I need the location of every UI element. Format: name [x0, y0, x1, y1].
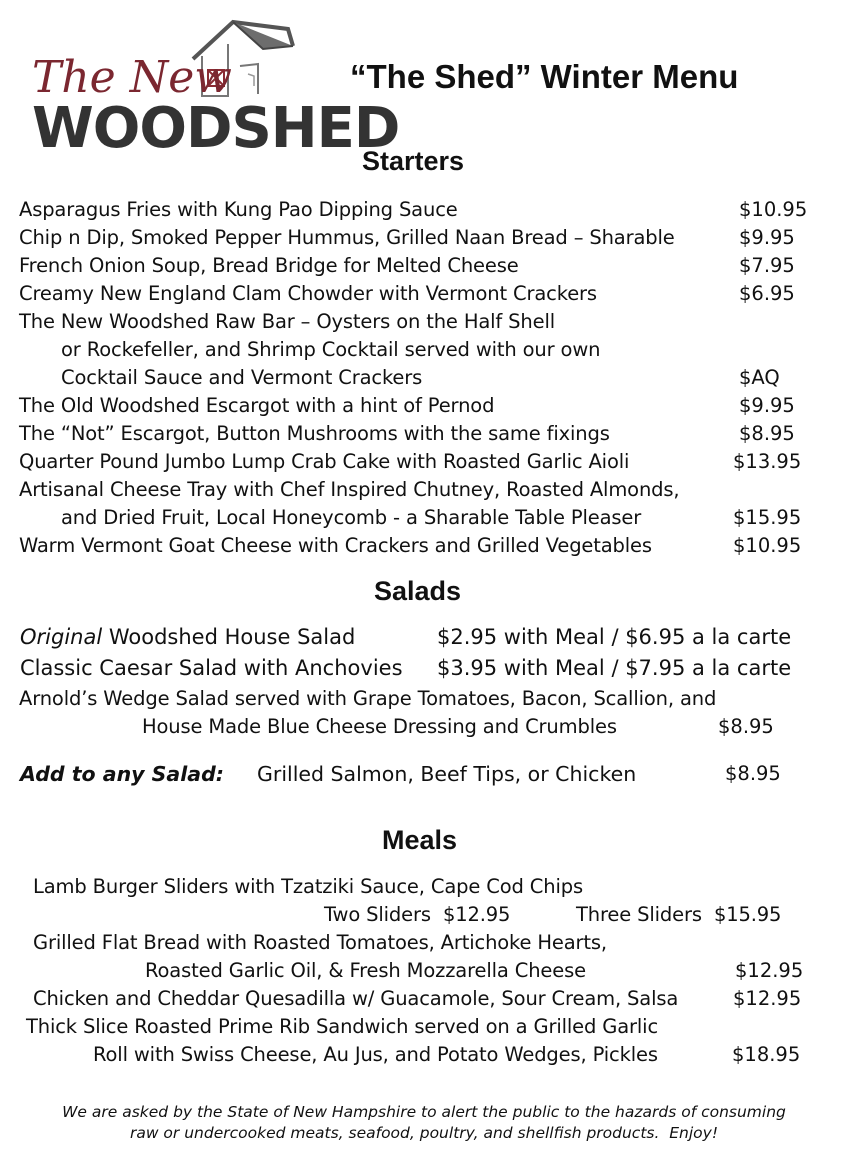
quesadilla-price: $12.95	[733, 987, 802, 1010]
wedge-salad-price: $8.95	[718, 715, 774, 738]
starter-price: $10.95	[739, 198, 808, 221]
starter-price: $7.95	[739, 254, 795, 277]
house-salad-name: Woodshed House Salad	[108, 625, 356, 649]
addon-price: $8.95	[725, 762, 781, 785]
primerib-line2: Roll with Swiss Cheese, Au Jus, and Potato Wedges, Pickles	[93, 1043, 658, 1066]
sliders-name: Lamb Burger Sliders with Tzatziki Sauce, Cape Cod Chips	[33, 875, 583, 898]
logo-the-new: The New	[32, 52, 232, 103]
starter-name: Artisanal Cheese Tray with Chef Inspired Chutney, Roasted Almonds,	[19, 478, 680, 501]
starter-line2: and Dried Fruit, Local Honeycomb - a Sharable Table Pleaser	[61, 506, 642, 529]
starter-name: The Old Woodshed Escargot with a hint of Pernod	[19, 394, 495, 417]
meals-heading: Meals	[382, 825, 458, 855]
flatbread-line2: Roasted Garlic Oil, & Fresh Mozzarella Cheese	[145, 959, 586, 982]
caesar-salad-name: Classic Caesar Salad with Anchovies	[20, 656, 403, 680]
starter-price: $15.95	[733, 506, 802, 529]
starter-name: Creamy New England Clam Chowder with Vermont Crackers	[19, 282, 597, 305]
caesar-salad-price: $3.95 with Meal / $7.95 a la carte	[437, 656, 792, 680]
starter-name: Chip n Dip, Smoked Pepper Hummus, Grilled Naan Bread – Sharable	[19, 226, 675, 249]
starter-name: The New Woodshed Raw Bar – Oysters on the Half Shell	[19, 310, 555, 333]
logo	[28, 14, 400, 164]
starter-name: Warm Vermont Goat Cheese with Crackers and Grilled Vegetables	[19, 534, 652, 557]
salads-heading: Salads	[374, 576, 462, 606]
starter-price: $9.95	[739, 226, 795, 249]
starters-heading: Starters	[362, 146, 465, 176]
page-title: “The Shed” Winter Menu	[350, 58, 739, 95]
wedge-salad-line2: House Made Blue Cheese Dressing and Crumbles	[142, 715, 617, 738]
wedge-salad-name: Arnold’s Wedge Salad served with Grape Tomatoes, Bacon, Scallion, and	[19, 687, 717, 710]
flatbread-price: $12.95	[735, 959, 804, 982]
health-notice-line2: raw or undercooked meats, seafood, poultry, and shellfish products. Enjoy!	[129, 1124, 719, 1142]
starter-name: The “Not” Escargot, Button Mushrooms with the same fixings	[19, 422, 610, 445]
house-salad-italic: Original	[20, 625, 103, 649]
starter-line3: Cocktail Sauce and Vermont Crackers	[61, 366, 423, 389]
sliders-three: Three Sliders $15.95	[576, 903, 782, 926]
health-notice-line1: We are asked by the State of New Hampshire to alert the public to the hazards of consuming	[62, 1103, 786, 1121]
starter-name: Quarter Pound Jumbo Lump Crab Cake with Roasted Garlic Aioli	[19, 450, 630, 473]
addon-label: Add to any Salad:	[20, 762, 224, 786]
logo-woodshed: WOODSHED	[32, 96, 400, 161]
starter-line2: or Rockefeller, and Shrimp Cocktail served with our own	[61, 338, 601, 361]
sliders-two: Two Sliders $12.95	[324, 903, 511, 926]
starter-name: Asparagus Fries with Kung Pao Dipping Sauce	[19, 198, 458, 221]
house-salad-price: $2.95 with Meal / $6.95 a la carte	[437, 625, 792, 649]
house-salad	[20, 625, 355, 649]
quesadilla-name: Chicken and Cheddar Quesadilla w/ Guacamole, Sour Cream, Salsa	[33, 987, 679, 1010]
starter-price: $13.95	[733, 450, 802, 473]
starter-price: $10.95	[733, 534, 802, 557]
starter-price: $AQ	[739, 366, 780, 389]
flatbread-name: Grilled Flat Bread with Roasted Tomatoes, Artichoke Hearts,	[33, 931, 607, 954]
starter-price: $8.95	[739, 422, 795, 445]
primerib-price: $18.95	[732, 1043, 801, 1066]
starter-name: French Onion Soup, Bread Bridge for Melted Cheese	[19, 254, 519, 277]
addon-items: Grilled Salmon, Beef Tips, or Chicken	[257, 762, 637, 786]
starter-price: $9.95	[739, 394, 795, 417]
primerib-name: Thick Slice Roasted Prime Rib Sandwich served on a Grilled Garlic	[26, 1015, 659, 1038]
starter-price: $6.95	[739, 282, 795, 305]
